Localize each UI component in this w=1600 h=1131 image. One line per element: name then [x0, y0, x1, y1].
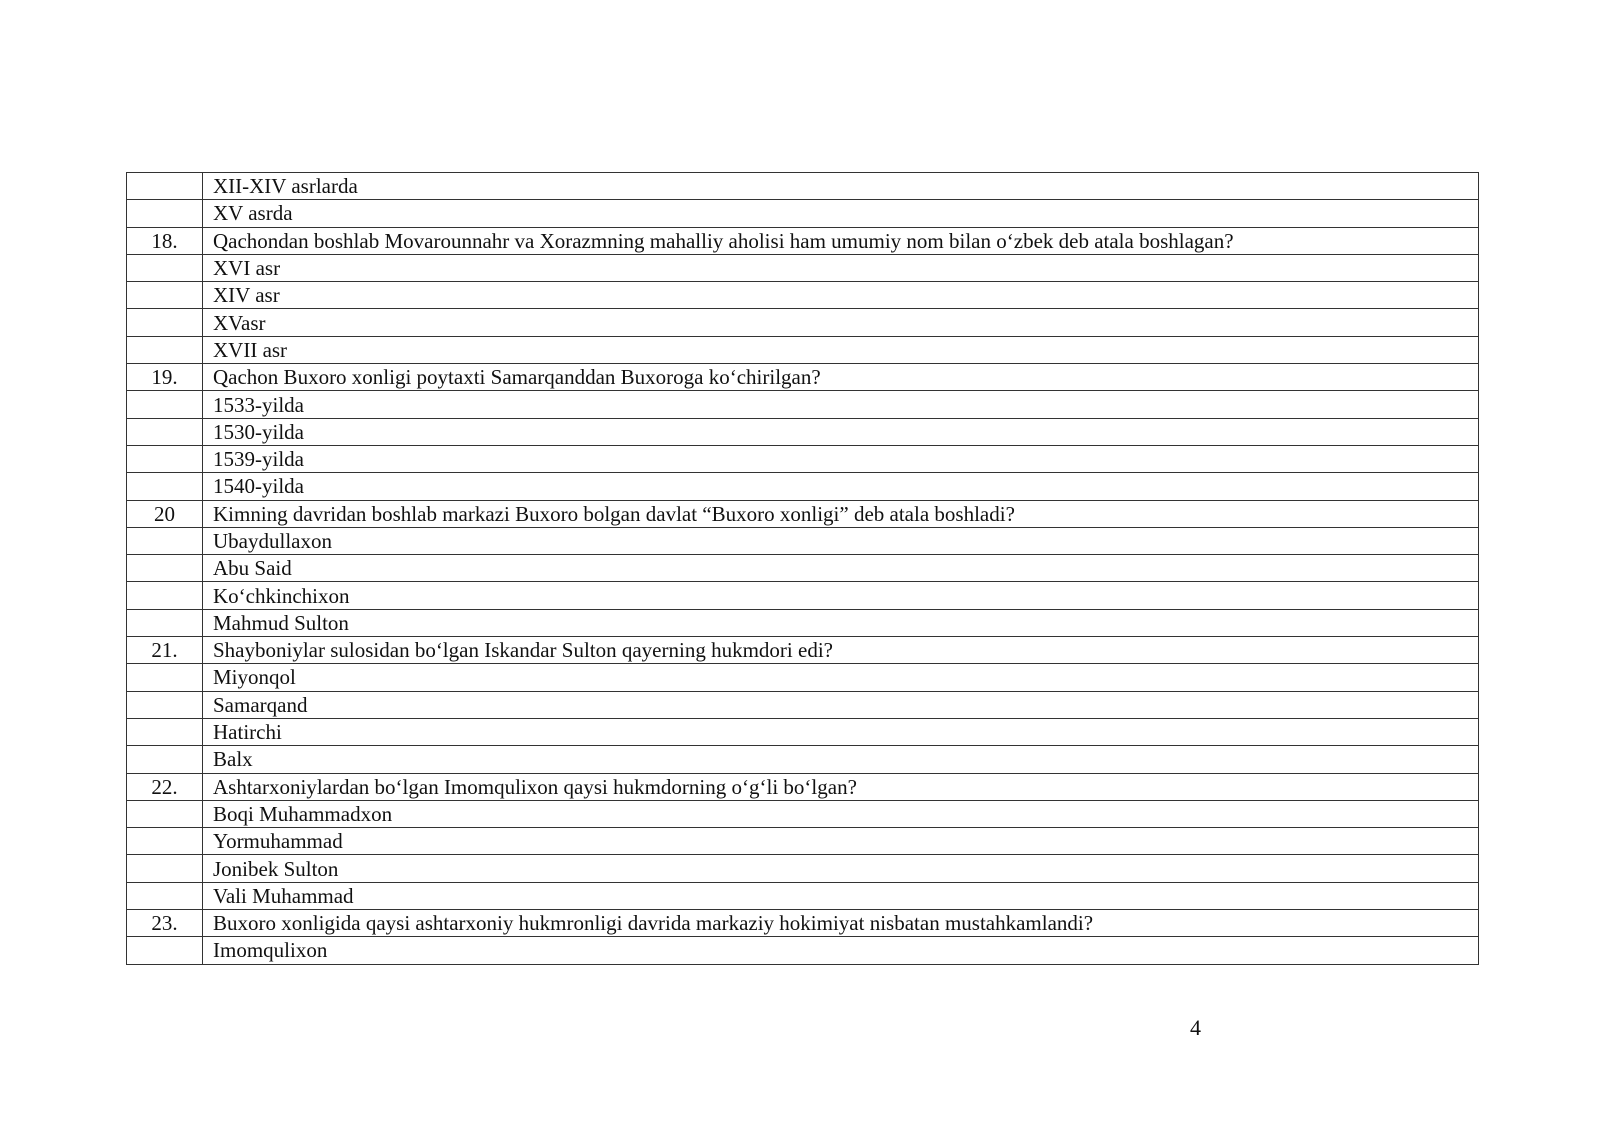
row-text-cell: Yormuhammad	[203, 828, 1479, 855]
table-row	[127, 855, 1479, 882]
row-text-cell: 1530-yilda	[203, 418, 1479, 445]
question-number-cell	[127, 282, 203, 309]
row-text-cell: Ashtarxoniylardan bo‘lgan Imomqulixon qaysi hukmdorning o‘g‘li bo‘lgan?	[203, 773, 1479, 800]
question-number-cell: 19.	[127, 364, 203, 391]
question-number-cell	[127, 828, 203, 855]
question-number-cell	[127, 527, 203, 554]
row-text-cell: Buxoro xonligida qaysi ashtarxoniy hukmronligi davrida markaziy hokimiyat nisbatan mustahkamlandi?	[203, 910, 1479, 937]
row-text-cell: Ubaydullaxon	[203, 527, 1479, 554]
question-number-cell	[127, 473, 203, 500]
question-number-cell: 20	[127, 500, 203, 527]
row-text-cell: Abu Said	[203, 555, 1479, 582]
table-row	[127, 364, 1479, 391]
row-text-cell: 1540-yilda	[203, 473, 1479, 500]
row-text-cell: Hatirchi	[203, 718, 1479, 745]
row-text-cell: Kimning davridan boshlab markazi Buxoro bolgan davlat “Buxoro xonligi” deb atala boshladi?	[203, 500, 1479, 527]
row-text-cell: XVI asr	[203, 254, 1479, 281]
question-number-cell	[127, 254, 203, 281]
table-row	[127, 200, 1479, 227]
quiz-table	[126, 172, 1479, 965]
table-row	[127, 582, 1479, 609]
table-row	[127, 254, 1479, 281]
question-number-cell	[127, 555, 203, 582]
question-number-cell: 23.	[127, 910, 203, 937]
table-row	[127, 527, 1479, 554]
table-row	[127, 637, 1479, 664]
row-text-cell: Shayboniylar sulosidan bo‘lgan Iskandar Sulton qayerning hukmdori edi?	[203, 637, 1479, 664]
question-number-cell	[127, 855, 203, 882]
row-text-cell: Qachon Buxoro xonligi poytaxti Samarqanddan Buxoroga ko‘chirilgan?	[203, 364, 1479, 391]
table-row	[127, 173, 1479, 200]
row-text-cell: XV asrda	[203, 200, 1479, 227]
row-text-cell: Boqi Muhammadxon	[203, 800, 1479, 827]
table-row	[127, 800, 1479, 827]
table-row	[127, 609, 1479, 636]
row-text-cell: 1539-yilda	[203, 445, 1479, 472]
table-row	[127, 664, 1479, 691]
table-row	[127, 555, 1479, 582]
question-number-cell: 22.	[127, 773, 203, 800]
row-text-cell: XII-XIV asrlarda	[203, 173, 1479, 200]
row-text-cell: Imomqulixon	[203, 937, 1479, 964]
question-number-cell	[127, 200, 203, 227]
table-row	[127, 882, 1479, 909]
table-row	[127, 937, 1479, 964]
question-number-cell	[127, 336, 203, 363]
table-row	[127, 910, 1479, 937]
question-number-cell	[127, 882, 203, 909]
row-text-cell: Qachondan boshlab Movarounnahr va Xorazmning mahalliy aholisi ham umumiy nom bilan o‘zbek deb atala boshlagan?	[203, 227, 1479, 254]
question-number-cell	[127, 309, 203, 336]
question-number-cell: 18.	[127, 227, 203, 254]
question-number-cell	[127, 746, 203, 773]
row-text-cell: Balx	[203, 746, 1479, 773]
table-row	[127, 445, 1479, 472]
row-text-cell: XVII asr	[203, 336, 1479, 363]
question-number-cell	[127, 391, 203, 418]
table-row	[127, 282, 1479, 309]
question-number-cell	[127, 445, 203, 472]
row-text-cell: XIV asr	[203, 282, 1479, 309]
table-row	[127, 828, 1479, 855]
table-row	[127, 418, 1479, 445]
question-number-cell	[127, 800, 203, 827]
table-row	[127, 500, 1479, 527]
question-number-cell	[127, 691, 203, 718]
row-text-cell: Samarqand	[203, 691, 1479, 718]
table-row	[127, 718, 1479, 745]
question-number-cell	[127, 609, 203, 636]
table-row	[127, 746, 1479, 773]
page-number: 4	[1190, 1015, 1201, 1040]
question-number-cell	[127, 937, 203, 964]
question-number-cell	[127, 718, 203, 745]
question-number-cell	[127, 582, 203, 609]
table-row	[127, 309, 1479, 336]
table-row	[127, 391, 1479, 418]
question-number-cell	[127, 173, 203, 200]
table-row	[127, 691, 1479, 718]
row-text-cell: Miyonqol	[203, 664, 1479, 691]
row-text-cell: Vali Muhammad	[203, 882, 1479, 909]
row-text-cell: 1533-yilda	[203, 391, 1479, 418]
table-row	[127, 473, 1479, 500]
question-number-cell	[127, 418, 203, 445]
row-text-cell: Ko‘chkinchixon	[203, 582, 1479, 609]
table-row	[127, 336, 1479, 363]
table-row	[127, 773, 1479, 800]
row-text-cell: Jonibek Sulton	[203, 855, 1479, 882]
question-number-cell	[127, 664, 203, 691]
table-row	[127, 227, 1479, 254]
row-text-cell: XVasr	[203, 309, 1479, 336]
question-number-cell: 21.	[127, 637, 203, 664]
row-text-cell: Mahmud Sulton	[203, 609, 1479, 636]
